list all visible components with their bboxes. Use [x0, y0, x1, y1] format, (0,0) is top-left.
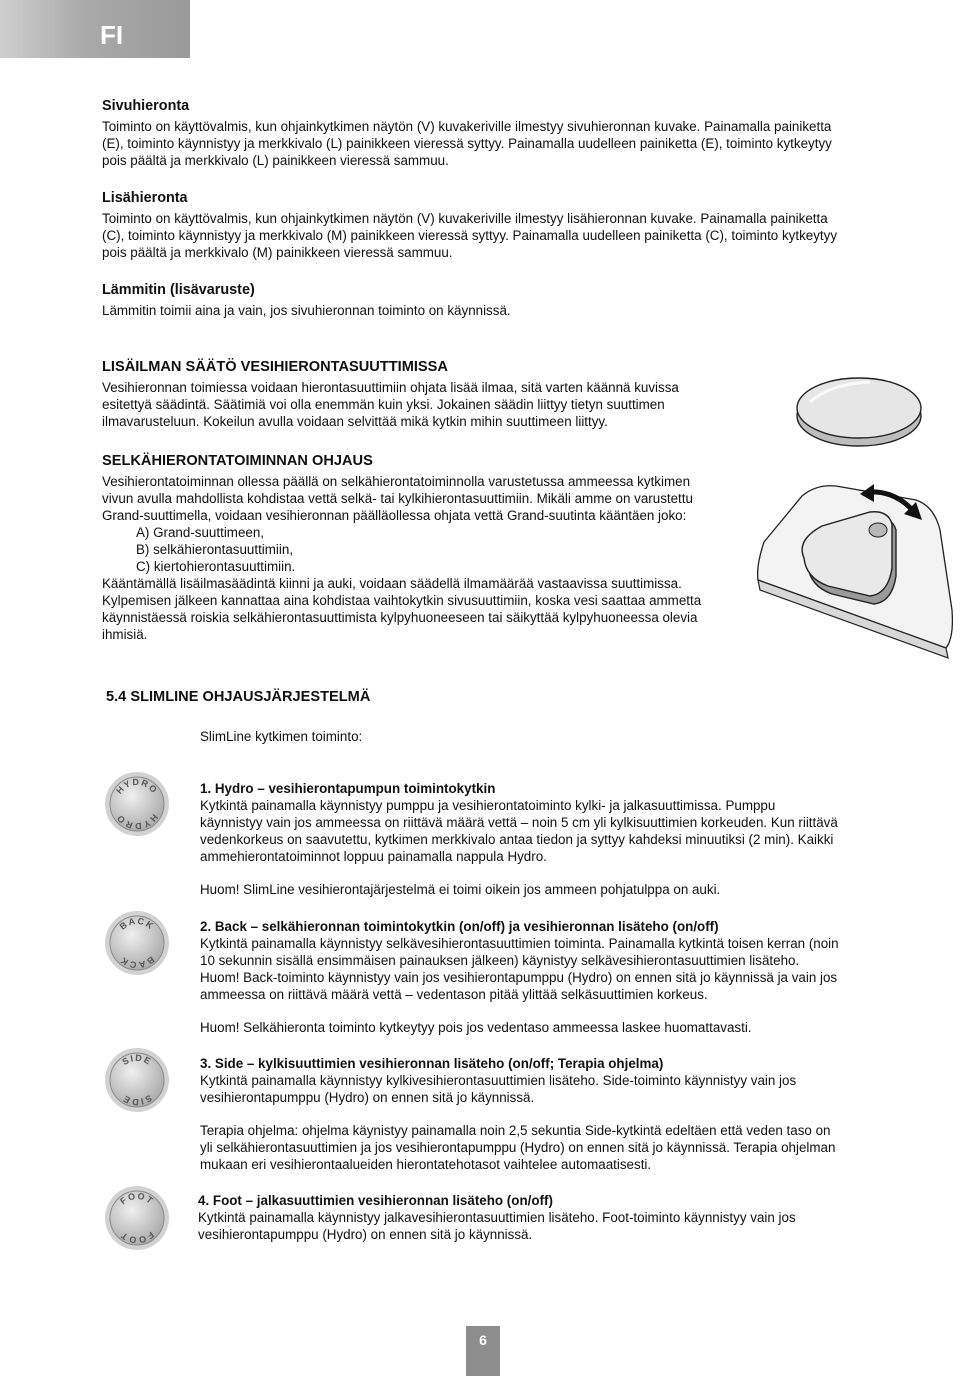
- hydro-title: 1. Hydro – vesihierontapumpun toimintokytkin: [200, 781, 496, 796]
- foot-knob-label: FOOT: [118, 1190, 156, 1207]
- heading-selka: SELKÄHIERONTATOIMINNAN OHJAUS: [102, 453, 373, 469]
- air-regulator-illustration: [790, 372, 930, 452]
- paragraph-lisahieronta: [102, 210, 912, 261]
- text-line: Toiminto on käyttövalmis, kun ohjainkytkimen näytön (V) kuvakeriville ilmestyy sivuhieronnan kuvake. Painamalla painiketta: [102, 119, 832, 134]
- text-line: vesihierontapumppu (Hydro) on ennen sitä jo käynnissä.: [200, 1090, 535, 1105]
- list-item: B) selkähierontasuuttimiin,: [136, 542, 294, 557]
- side-knob-label: SIDE: [120, 1092, 154, 1108]
- text-line: pois päältä ja merkkivalo (L) painikkeen vieressä sammuu.: [102, 153, 449, 168]
- list-item: C) kiertohierontasuuttimiin.: [136, 559, 296, 574]
- text-line: Kylpemisen jälkeen kannattaa aina kohdistaa vaihtokytkin sivusuuttimiin, koska vesi saattaa ammetta: [102, 593, 702, 608]
- text-line: Vesihieronnan toimiessa voidaan hierontasuuttimiin ohjata lisää ilmaa, sitä varten käännä kuvissa: [102, 380, 679, 395]
- text-line: 10 sekunnin sisällä ensimmäisen painauksen jälkeen) käynistyy selkävesihierontasuuttimien lisäteho.: [200, 953, 800, 968]
- side-title: 3. Side – kylkisuuttimien vesihieronnan lisäteho (on/off; Terapia ohjelma): [200, 1056, 664, 1071]
- paragraph-selka: [102, 473, 747, 643]
- page-number-tab: [466, 1326, 500, 1376]
- text-line: vivun avulla mahdollista kohdistaa vettä selkä- tai kylkihierontasuuttimiin. Mikäli amme on varustettu: [102, 491, 693, 506]
- section-selka: [102, 452, 747, 643]
- text-line: (E), toiminto käynnistyy ja merkkivalo (L) painikkeen vieressä syttyy. Painamalla uudelleen painiketta (E), toiminto kytkeytyy: [102, 136, 832, 151]
- side-button-icon: [104, 1047, 170, 1113]
- heading-slimline: 5.4 SLIMLINE OHJAUSJÄRJESTELMÄ: [106, 689, 371, 705]
- text-line: Vesihierontatoiminnan ollessa päällä on selkähierontatoiminnolla varustetussa ammeessa kytkimen: [102, 474, 691, 489]
- grand-nozzle-illustration: [756, 470, 956, 662]
- list-item: A) Grand-suuttimeen,: [136, 525, 265, 540]
- section-hydro: [200, 780, 905, 898]
- text-line: käynnistäessä roiskia selkähierontasuuttimista kylpyhuoneeseen tai säikyttää kylpyhuoneessa olevia: [102, 610, 698, 625]
- section-sivuhieronta: [102, 97, 912, 169]
- text-line: ihmisiä.: [102, 627, 148, 642]
- hydro-knob-label: HYDRO: [114, 776, 160, 796]
- text-line: Toiminto on käyttövalmis, kun ohjainkytkimen näytön (V) kuvakeriville ilmestyy lisähieronnan kuvake. Painamalla painiketta: [102, 211, 828, 226]
- text-line: Terapia ohjelma: ohjelma käynistyy painamalla noin 2,5 sekuntia Side-kytkintä edeltäen että veden taso on: [200, 1123, 831, 1138]
- hydro-button-icon: [104, 771, 170, 837]
- heading-lammitin: Lämmitin (lisävaruste): [102, 282, 255, 298]
- text-line: vesihierontapumppu (Hydro) on ennen sitä jo käynnissä.: [198, 1227, 533, 1242]
- text-line: Kytkintä painamalla käynnistyy jalkavesihierontasuuttimien lisäteho. Foot-toiminto käynnistyy vain jos: [198, 1210, 796, 1225]
- hydro-knob-label: HYDRO: [114, 812, 160, 832]
- paragraph-lammitin: Lämmitin toimii aina ja vain, jos sivuhieronnan toiminto on käynnissä.: [102, 303, 511, 318]
- language-code: FI: [100, 20, 124, 50]
- text-line: esitettyä säädintä. Säätimiä voi olla enemmän kuin yksi. Jokainen säädin liittyy tietyn suuttimen: [102, 397, 665, 412]
- text-line: ammeessa on riittävä määrä vettä – vedentason pitää ylittää selkäsuuttimien korkeus.: [200, 987, 708, 1002]
- section-lammitin: [102, 281, 912, 319]
- text-line: Kytkintä painamalla käynnistyy pumppu ja vesihierontatoiminto kylki- ja jalkasuuttimissa. Pumppu: [200, 798, 776, 813]
- paragraph-sivuhieronta: [102, 118, 912, 169]
- back-button-icon: [104, 910, 170, 976]
- text-line: yli selkähierontasuuttimien ja jos vesihierontapumppu (Hydro) on ennen sitä jo käynnissä. Terapia ohjelman: [200, 1140, 836, 1155]
- text-line: Kääntämällä lisäilmasäädintä kiinni ja auki, voidaan säädellä ilmamäärää vastaavissa suuttimissa.: [102, 576, 682, 591]
- page-number: 6: [479, 1332, 487, 1348]
- language-tab: [0, 0, 190, 58]
- foot-knob-label: FOOT: [118, 1229, 156, 1246]
- back-knob-label: BACK: [117, 954, 157, 971]
- foot-title: 4. Foot – jalkasuuttimien vesihieronnan lisäteho (on/off): [198, 1193, 553, 1208]
- text-line: Kytkintä painamalla käynnistyy selkävesihierontasuuttimien toiminta. Painamalla kytkintä toisen kerran (noin: [200, 936, 839, 951]
- section-lisailma: [102, 358, 752, 430]
- side-knob-label: SIDE: [120, 1052, 154, 1068]
- text-line: ammehierontatoiminnot loppuu painamalla nappula Hydro.: [200, 849, 547, 864]
- back-knob-label: BACK: [117, 915, 157, 932]
- text-line: Huom! Back-toiminto käynnistyy vain jos vesihierontapumppu (Hydro) on ennen sitä jo käynnissä ja vain jos: [200, 970, 838, 985]
- back-title: 2. Back – selkähieronnan toimintokytkin (on/off) ja vesihieronnan lisäteho (on/off): [200, 919, 719, 934]
- text-line: (C), toiminto käynnistyy ja merkkivalo (M) painikkeen vieressä syttyy. Painamalla uudelleen painiketta (C), toiminto kytkeytyy: [102, 228, 838, 243]
- section-back: [200, 918, 905, 1036]
- slimline-intro: SlimLine kytkimen toiminto:: [200, 729, 363, 744]
- foot-button-icon: [104, 1185, 170, 1251]
- back-note: Huom! Selkähieronta toiminto kytkeytyy pois jos vedentaso ammeessa laskee huomattavasti.: [200, 1020, 752, 1035]
- heading-sivuhieronta: Sivuhieronta: [102, 98, 190, 114]
- text-line: Grand-suuttimella, voidaan vesihieronnan päälläollessa ohjata vettä Grand-suutinta kääntäen joko:: [102, 508, 687, 523]
- section-foot: [198, 1192, 905, 1243]
- text-line: Kytkintä painamalla käynnistyy kylkivesihierontasuuttimien lisäteho. Side-toiminto käynnistyy vain jos: [200, 1073, 797, 1088]
- text-line: ilmavarusteluun. Kokeilun avulla voidaan selvittää mikä kytkin mihin suuttimeen liittyy.: [102, 414, 608, 429]
- paragraph-lisailma: [102, 379, 752, 430]
- text-line: käynnistyy vain jos ammeessa on riittävä määrä vettä – noin 5 cm yli kylkisuuttimien korkeuden. Kun riittävä: [200, 815, 838, 830]
- text-line: vedenkorkeus on saavutettu, kytkimen merkkivalo antaa tiedon ja syttyy kahdeksi minuutiksi (2 min). Kaikki: [200, 832, 834, 847]
- text-line: pois päältä ja merkkivalo (M) painikkeen vieressä sammuu.: [102, 245, 453, 260]
- heading-lisailma: LISÄILMAN SÄÄTÖ VESIHIERONTASUUTTIMISSA: [102, 359, 448, 375]
- text-line: mukaan eri vesihierontaalueiden hierontatehotasot vaihtelee automaatisesti.: [200, 1157, 652, 1172]
- section-lisahieronta: [102, 189, 912, 261]
- section-side: [200, 1055, 905, 1173]
- heading-lisahieronta: Lisähieronta: [102, 190, 188, 206]
- hydro-note: Huom! SlimLine vesihierontajärjestelmä ei toimi oikein jos ammeen pohjatulppa on auki.: [200, 882, 721, 897]
